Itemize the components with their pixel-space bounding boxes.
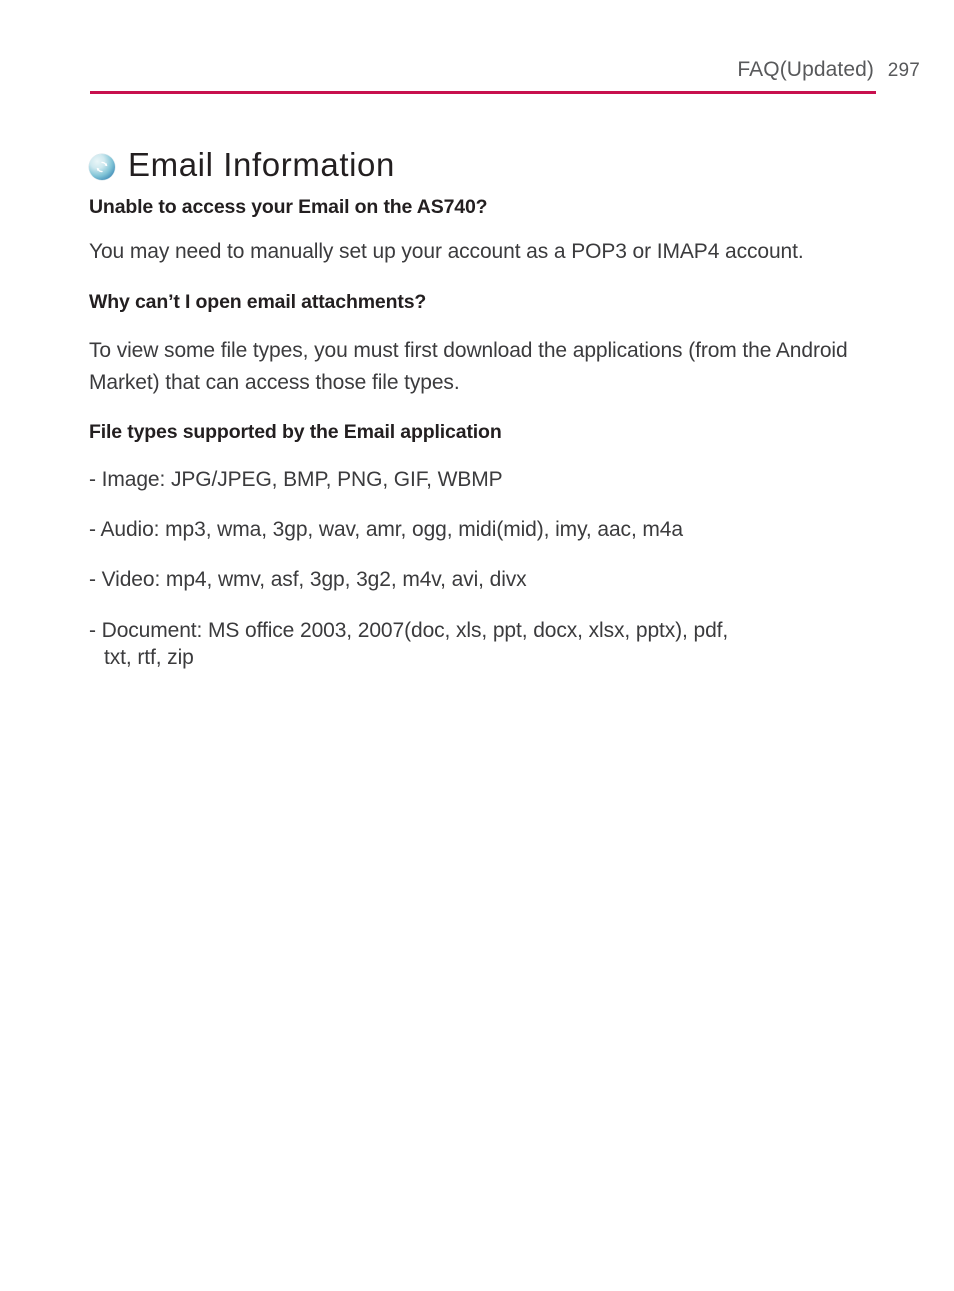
file-types-heading: File types supported by the Email application [89, 420, 502, 443]
page-title: Email Information [128, 146, 395, 184]
file-type-line-document-continued: txt, rtf, zip [104, 645, 194, 669]
file-type-line-image: - Image: JPG/JPEG, BMP, PNG, GIF, WBMP [89, 467, 503, 491]
faq-content [89, 196, 879, 671]
faq-question-1: Unable to access your Email on the AS740? [89, 196, 488, 218]
list-item [89, 516, 879, 543]
header-inner [90, 58, 920, 82]
list-item [89, 566, 879, 593]
faq-answer-1: You may need to manually set up your account as a POP3 or IMAP4 account. [89, 240, 804, 263]
header-title: FAQ(Updated) [737, 58, 874, 81]
file-type-line-audio: - Audio: mp3, wma, 3gp, wav, amr, ogg, midi(mid), imy, aac, m4a [89, 517, 683, 541]
list-item [89, 466, 879, 493]
list-item [89, 617, 879, 672]
page-number: 297 [887, 60, 920, 81]
faq-question-2: Why can’t I open email attachments? [89, 290, 427, 313]
file-type-line-video: - Video: mp4, wmv, asf, 3gp, 3g2, m4v, avi, divx [89, 568, 527, 592]
page-header [90, 58, 920, 92]
header-divider-rule [90, 91, 876, 94]
file-type-line-document: - Document: MS office 2003, 2007(doc, xls, ppt, docx, xlsx, pptx), pdf, [89, 618, 729, 642]
faq-answer-2: To view some file types, you must first download the applications (from the Android Market) that can access those file types. [89, 338, 848, 394]
refresh-sync-circle-icon [89, 154, 115, 180]
section-title-row [89, 126, 395, 203]
